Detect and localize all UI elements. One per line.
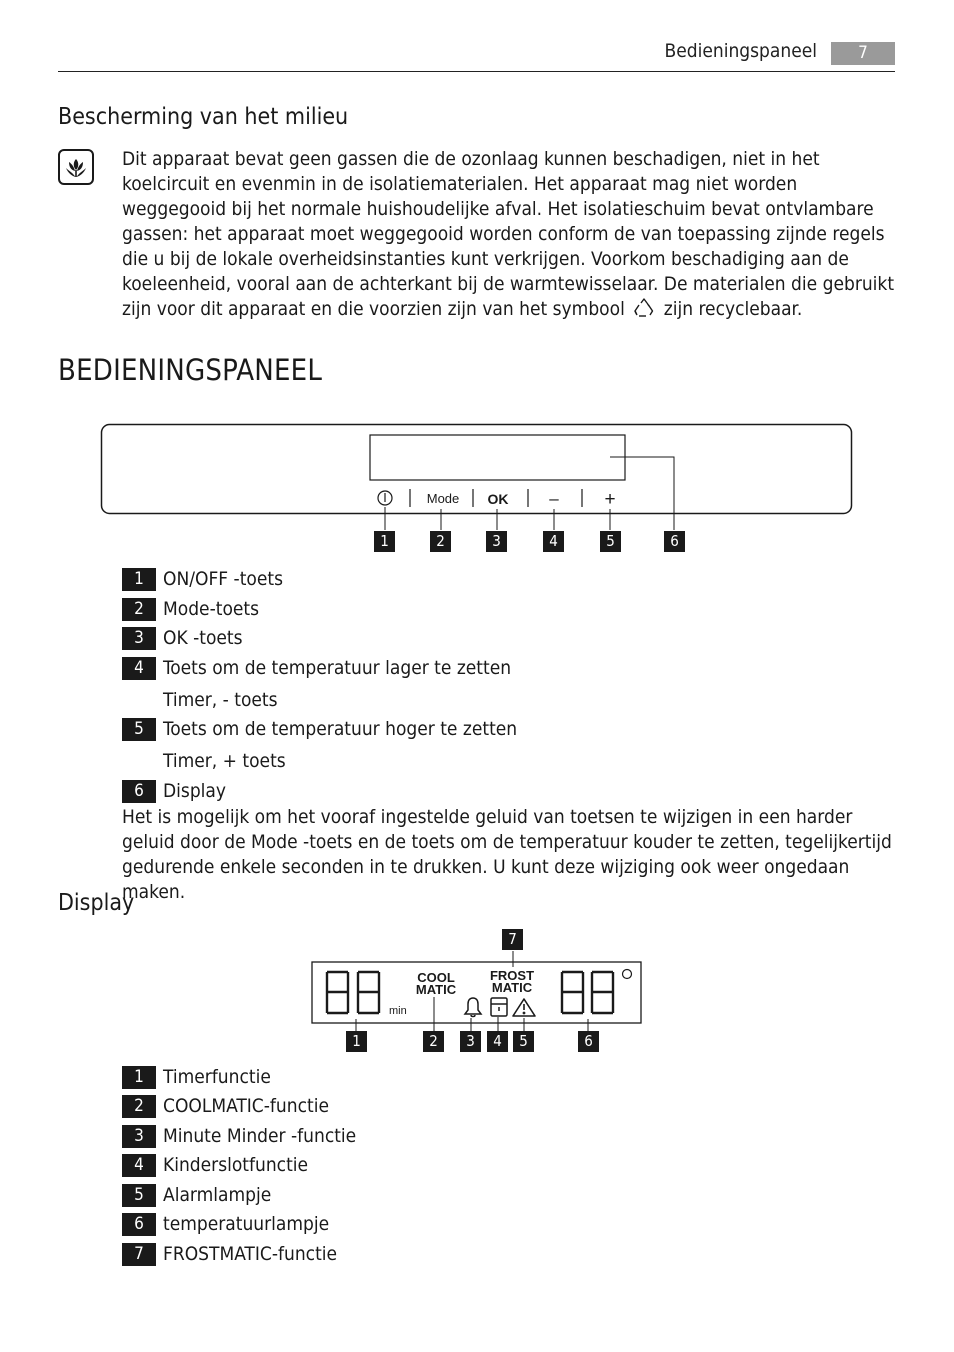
display-callout-1: 1 <box>346 1031 367 1052</box>
display-legend-number: 3 <box>122 1125 156 1148</box>
power-icon <box>378 491 392 505</box>
display-callout-7: 7 <box>502 929 523 950</box>
plus-button-label: + <box>604 489 616 510</box>
legend-number: 5 <box>122 718 156 741</box>
display-callout-4: 4 <box>487 1031 508 1052</box>
environment-heading: Bescherming van het milieu <box>58 104 349 130</box>
coolmatic-label-line2: MATIC <box>415 982 457 997</box>
display-legend-item: Timerfunctie <box>163 1066 271 1088</box>
min-label: min <box>389 1005 407 1017</box>
display-callout-2: 2 <box>423 1031 444 1052</box>
panel-callout-6: 6 <box>664 531 685 552</box>
temperature-digits <box>562 972 613 1013</box>
frostmatic-label-line1: FROST <box>489 968 535 983</box>
display-legend-number: 4 <box>122 1154 156 1177</box>
display-legend-number: 2 <box>122 1095 156 1118</box>
legend-item: Toets om de temperatuur hoger te zetten <box>163 718 518 740</box>
display-legend-number: 5 <box>122 1184 156 1207</box>
display-legend-item: Alarmlampje <box>163 1184 272 1206</box>
display-legend-item: Minute Minder -functie <box>163 1125 357 1147</box>
legend-number: 2 <box>122 598 156 621</box>
degree-icon <box>623 970 632 979</box>
legend-number: 1 <box>122 568 156 591</box>
display-heading: Display <box>58 890 135 916</box>
display-legend-item: Kinderslotfunctie <box>163 1154 309 1176</box>
legend-number: 3 <box>122 627 156 650</box>
legend-item: Mode-toets <box>163 598 260 620</box>
display-callout-6: 6 <box>578 1031 599 1052</box>
key-sound-note: Het is mogelijk om het vooraf ingestelde geluid van toetsen te wijzigen in een harder geluid door de Mode -toets en de toets om de temperatuur kouder te zetten, tegelijkertijd gedurende enkele seconden in te drukken. U kunt deze wijziging ook weer ongedaan maken. <box>122 806 892 903</box>
panel-callout-3: 3 <box>486 531 507 552</box>
display-legend-number: 1 <box>122 1066 156 1089</box>
environment-paragraph <box>122 147 902 322</box>
legend-item: ON/OFF -toets <box>163 568 283 590</box>
control-panel-heading: BEDIENINGSPANEEL <box>58 353 323 387</box>
legend-number: 4 <box>122 657 156 680</box>
legend-number: 6 <box>122 780 156 803</box>
running-header-title: Bedieningspaneel <box>664 40 817 62</box>
coolmatic-label-line1: COOL <box>417 970 455 985</box>
panel-callout-4: 4 <box>543 531 564 552</box>
display-legend-number: 6 <box>122 1213 156 1236</box>
page-number: 7 <box>831 42 895 65</box>
frostmatic-label-line2: MATIC <box>491 980 533 995</box>
header-rule <box>58 71 895 72</box>
environment-text-end: zijn recyclebaar. <box>663 298 803 320</box>
legend-item: OK -toets <box>163 627 243 649</box>
recycle-icon <box>632 298 656 318</box>
legend-item: Display <box>163 780 227 802</box>
lock-icon <box>491 998 507 1016</box>
legend-item-extra: Timer, - toets <box>163 689 278 711</box>
timer-digits <box>327 972 379 1013</box>
control-panel-diagram <box>100 423 855 558</box>
bell-icon <box>465 998 481 1017</box>
display-legend-item: temperatuurlampje <box>163 1213 330 1235</box>
display-legend-item: COOLMATIC-functie <box>163 1095 329 1117</box>
warning-icon <box>513 999 535 1016</box>
display-callout-3: 3 <box>460 1031 481 1052</box>
minus-button-label: – <box>549 489 559 508</box>
ok-button-label: OK <box>487 491 509 507</box>
panel-callout-1: 1 <box>374 531 395 552</box>
environment-flower-icon <box>58 149 94 185</box>
panel-display-window <box>370 435 625 480</box>
mode-button-label: Mode <box>426 491 460 506</box>
environment-text: Dit apparaat bevat geen gassen die de ozonlaag kunnen beschadigen, niet in het koelcircuit en evenmin in de isolatiematerialen. Het apparaat mag niet worden weggegooid bij het normale huishoudelijke afval. Het isolatieschuim bevat ontvlambare gassen: het apparaat moet weggegooid worden conform de van toepassing zijnde regels die u bij de lokale overheidsinstanties kunt verkrijgen. Voorkom beschadiging aan de koeleenheid, vooral aan de achterkant bij de warmtewisselaar. De materialen die gebruikt zijn voor dit apparaat en die voorzien zijn van het symbool <box>122 148 895 320</box>
panel-callout-5: 5 <box>600 531 621 552</box>
legend-item-extra: Timer, + toets <box>163 750 286 772</box>
display-callout-5: 5 <box>513 1031 534 1052</box>
display-legend-number: 7 <box>122 1243 156 1266</box>
panel-outline <box>102 425 852 514</box>
panel-callout-2: 2 <box>430 531 451 552</box>
legend-item: Toets om de temperatuur lager te zetten <box>163 657 512 679</box>
display-legend-item: FROSTMATIC-functie <box>163 1243 338 1265</box>
